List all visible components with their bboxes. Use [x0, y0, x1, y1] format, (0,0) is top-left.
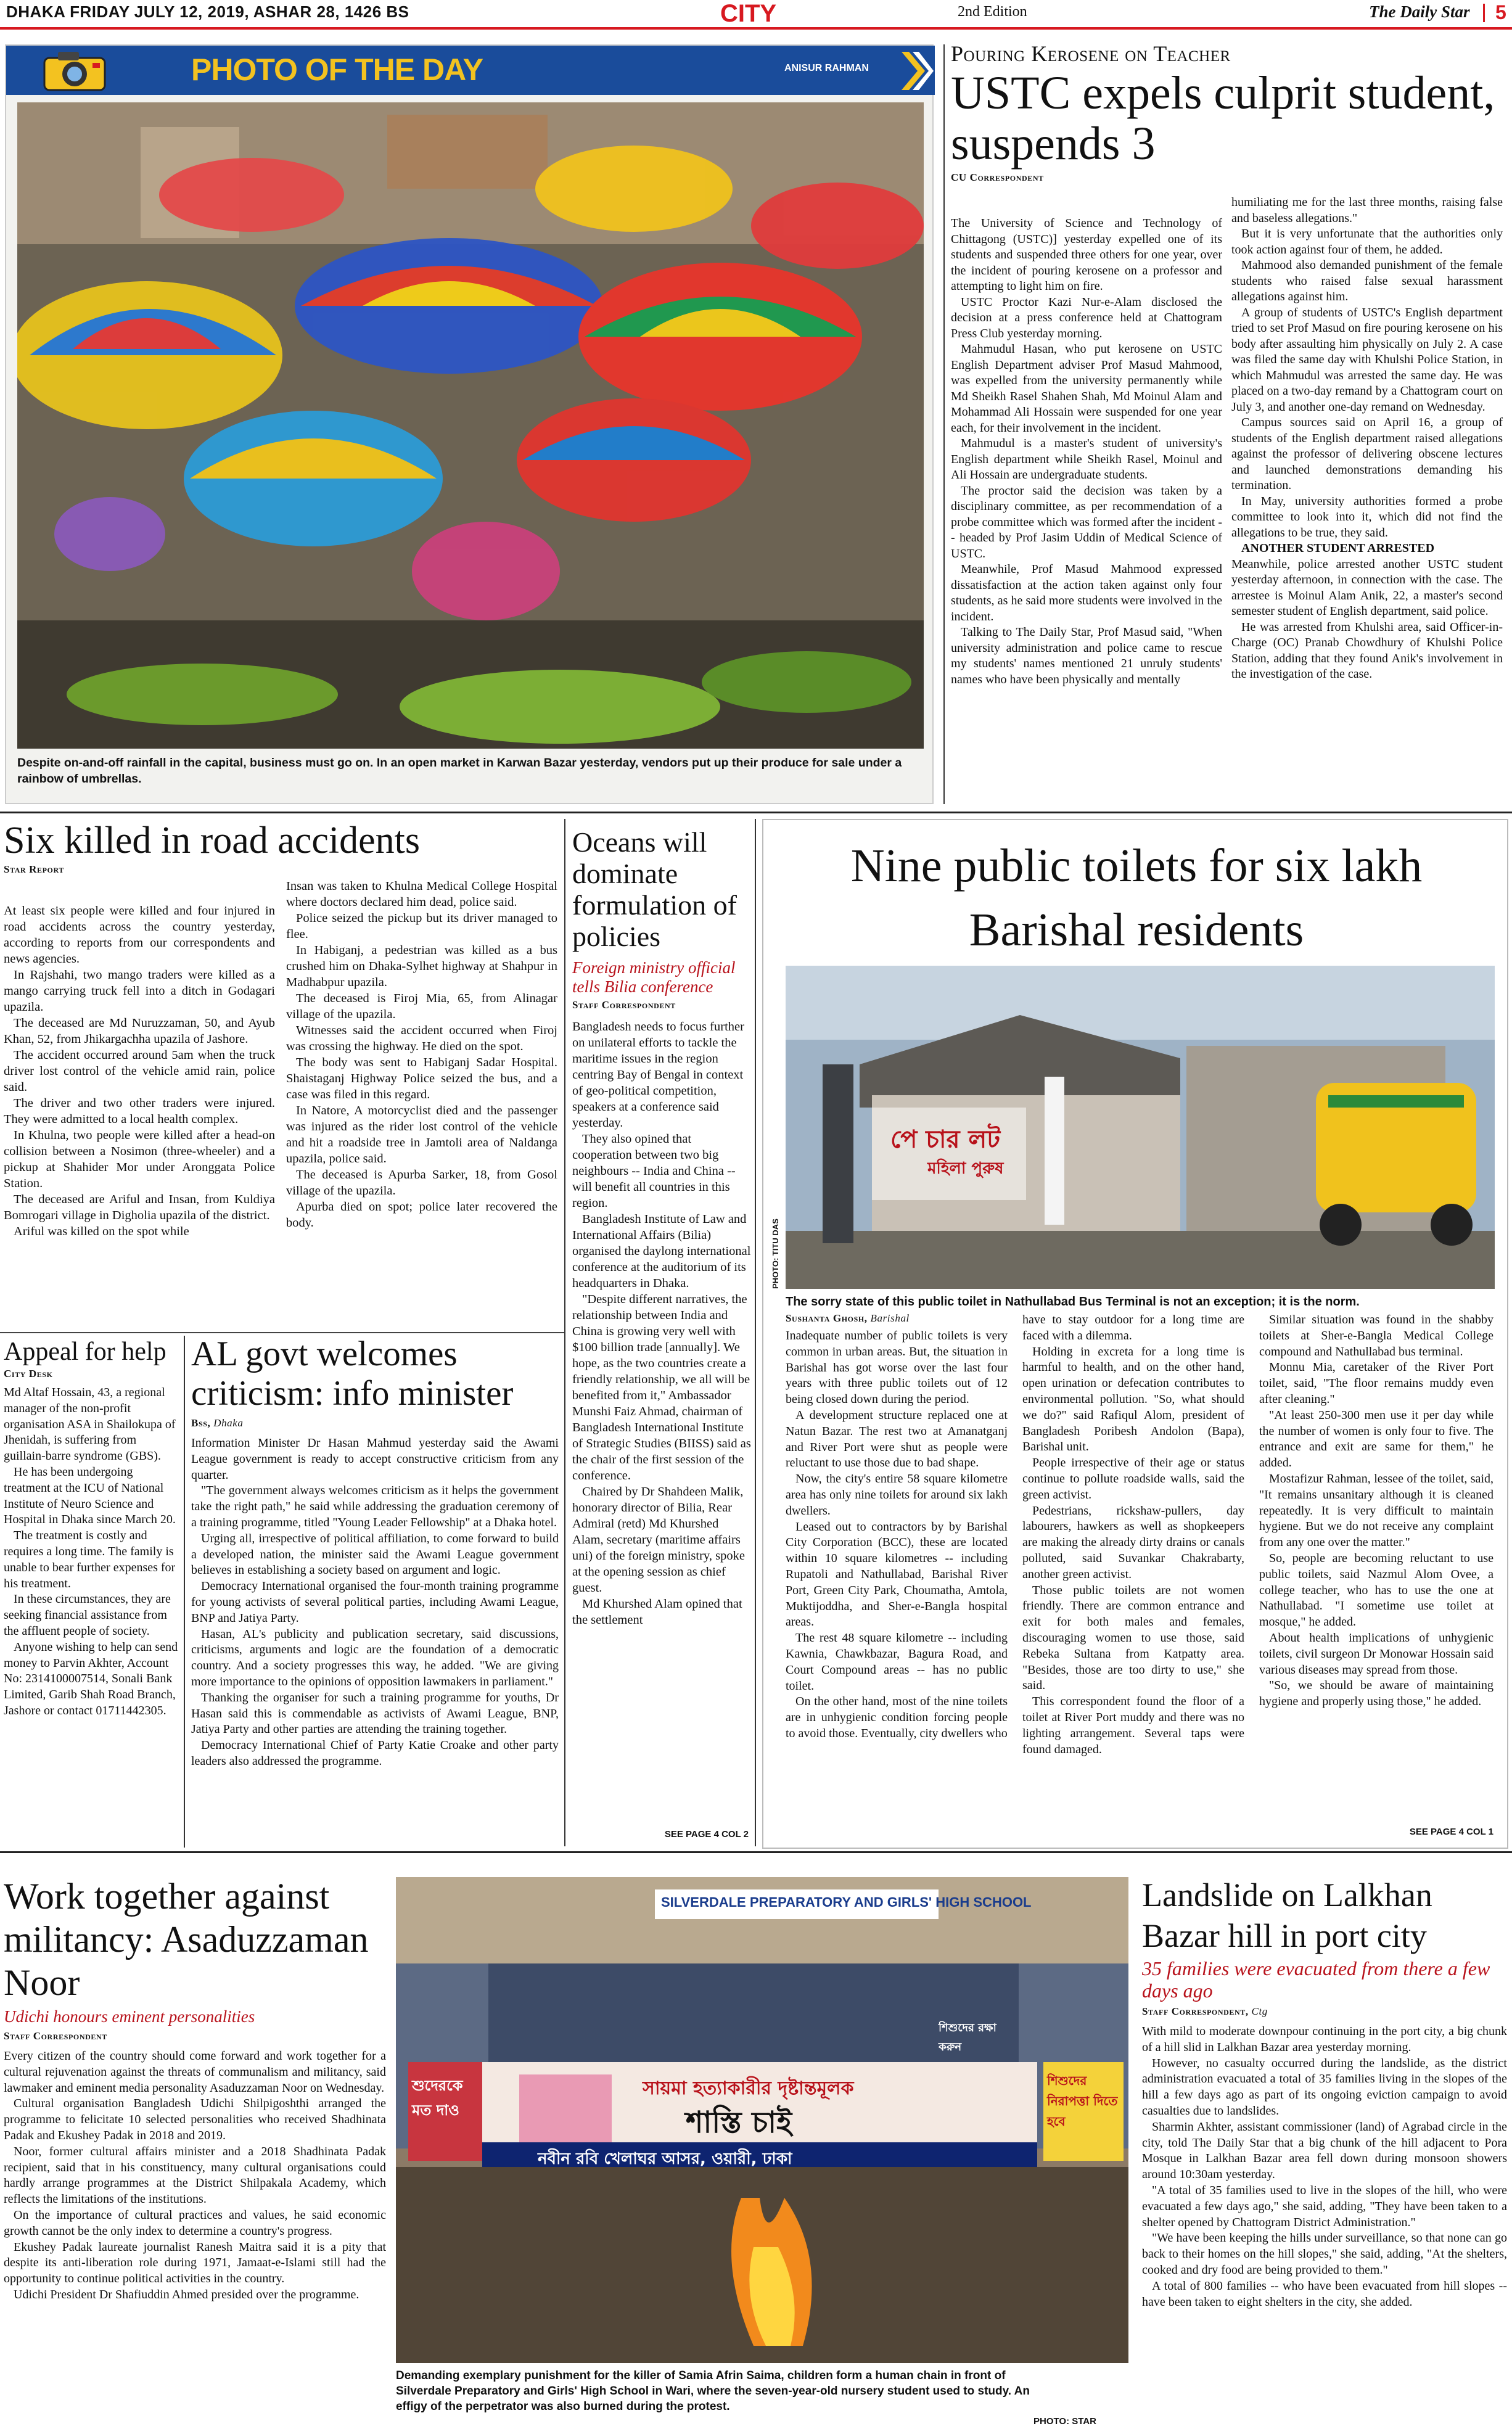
protest-caption: Demanding exemplary punishment for the killer of Samia Afrin Saima, children form a human chain in front of Silverdale Preparatory and Girls' High School in Wari, where the seven-year-old nursery student used to study. An effigy of the perpetrator was also burned during the protest. [396, 2369, 1030, 2413]
al-govt-story [191, 1334, 559, 1849]
landslide-deck: 35 families were evacuated from there a few days ago [1142, 1957, 1490, 2002]
section-rule [0, 1851, 1512, 1853]
oceans-headline: Oceans will dominate formulation of policies [572, 826, 737, 952]
al-byline-agency: Bss, [191, 1417, 211, 1429]
paragraph: "At least 250-300 men use it per day while the number of women is only four to five. The entrance and exit are same for them," he added. [1259, 1408, 1494, 1470]
al-headline: AL govt welcomes criticism: info minister [191, 1334, 514, 1413]
camera-icon [38, 49, 111, 93]
ustc-col2 [1231, 195, 1503, 683]
paragraph: Md Khurshed Alam opined that the settlement [572, 1597, 742, 1627]
paragraph: Holding in excreta for a long time is harmful to health, and on the other hand, open urination or defecation contributes to environmental pollution. "So, what should we do?" said Rafiqul Alom, president of Bangladesh Poribesh Andolon (Bapa), Barishal unit. [1022, 1344, 1244, 1454]
paragraph: "So, we should be aware of maintaining hygiene and properly using those," he added. [1259, 1679, 1494, 1709]
paragraph: But it is very unfortunate that the authorities only took action against four of them, he added. [1231, 227, 1503, 257]
page-number: 5 [1495, 1, 1506, 23]
paragraph: Meanwhile, police arrested another USTC student yesterday afternoon, in connection with the case. The arrestee is Moinul Alam Anik, 22, a master's second semester student of English department, said police. [1231, 557, 1503, 618]
paragraph: Chaired by Dr Shahdeen Malik, honorary director of Bilia, Rear Admiral (retd) Md Khurshed Alam, secretary (maritime affairs uni) of the foreign ministry, spoke at the opening session as chief guest. [572, 1485, 745, 1595]
school-sign: SILVERDALE PREPARATORY AND GIRLS' HIGH SCHOOL [661, 1894, 1032, 1910]
paragraph: Mahmudul Hasan, who put kerosene on USTC English Department adviser Prof Masud Mahmood, was expelled from the university permanently while Md Sheikh Rasel Shahen Shah, Md Moinul Alam and Mohammad Ali Hossain were suspended for one year each, for their involvement in the incident. [951, 342, 1222, 435]
paragraph: Ekushey Padak laureate journalist Ranesh Maitra said it is a pity that despite its anti-liberation role during 1971, Jamaat-e-Islami still had the opportunity to continue political activities in the country. [4, 2240, 386, 2286]
paragraph: Leased out to contractors by by Barishal City Corporation (BCC), these are located within 10 square kilometres -- including Rupatoli and Nathullabad, Barishal River Port, Green City Park, Choumatha, Amtola, Muktijoddha, and Sher-e-Bangla hospital areas. [786, 1519, 1008, 1629]
paragraph: The body was sent to Habiganj Sadar Hospital. Shaistaganj Highway Police seized the bus, and a case was filed in this regard. [286, 1056, 557, 1101]
paragraph: He was arrested from Khulshi area, said Officer-in-Charge (OC) Pranab Chowdhury of Khulshi Police Station, adding that they found Anik's involvement in the investigation of the case. [1231, 620, 1503, 681]
paragraph: This correspondent found the floor of a toilet at River Port muddy and there was no lighting arrangement. Several taps were found damaged. [1022, 1695, 1244, 1756]
protest-credit: PHOTO: STAR [1033, 2416, 1096, 2427]
paragraph: They also opined that cooperation between two big neighbours -- India and China -- will benefit all countries in this region. [572, 1132, 736, 1210]
column-rule [564, 819, 565, 1846]
landslide-body [1142, 2024, 1507, 2310]
paragraph: The deceased is Apurba Sarker, 18, from Gosol village of the upazila. [286, 1168, 557, 1198]
right-placard: শিশুদের নিরাপত্তা দিতে হবে [1047, 2073, 1118, 2129]
masthead-dateline: DHAKA FRIDAY JULY 12, 2019, ASHAR 28, 1426 BS [6, 2, 409, 21]
paragraph: Udichi President Dr Shafiuddin Ahmed presided over the programme. [14, 2287, 360, 2301]
paragraph: Apurba died on spot; police later recovered the body. [286, 1200, 557, 1230]
toilet-photo [786, 966, 1495, 1289]
page-divider [1483, 4, 1485, 22]
toilets-col3 [1259, 1312, 1494, 1710]
masthead-rule [0, 27, 1512, 30]
paragraph: "We have been keeping the hills under surveillance, so that none can go back to their homes on the hill slopes," she said, adding, "At the shelters, cooked and dry food are being provided to them." [1142, 2231, 1507, 2277]
right-placard-2: শিশুদের রক্ষা করুন [939, 2021, 996, 2054]
paragraph: Mostafizur Rahman, lessee of the toilet, said, "It remains unsanitary although it is cleaned repeatedly. It is very difficult to maintain hygiene. But we do not receive any complaint from any one over the matter." [1259, 1471, 1494, 1550]
road-byline: Star Report [4, 863, 64, 875]
paragraph: Hasan, AL's publicity and publication secretary, said discussions, criticisms, arguments and logic are the foundation of a democratic country. And a society progresses this way, he added. "We are giving more importance to the opinions of opposition lawmakers in parliament." [191, 1627, 559, 1688]
column-rule [755, 819, 756, 1846]
paragraph: The proctor said the decision was taken by a disciplinary committee, as per recommendation of a probe committee which was formed after the incident -- headed by Prof Jasim Uddin of Medical Science of USTC. [951, 483, 1222, 561]
paragraph: So, people are becoming reluctant to use public toilets, said Nazmul Alom Ovee, a college teacher, who has to use the one at Nathullabad. "I sometime use toilet at mosque," he added. [1259, 1551, 1494, 1629]
toilets-col2 [1022, 1312, 1244, 1758]
ustc-subhead: ANOTHER STUDENT ARRESTED [1241, 541, 1435, 555]
paragraph: Campus sources said on April 16, a group of students of the English department raised allegations against the professor of delivering obscene lectures and launched demonstrations demanding his termination. [1231, 416, 1503, 492]
ustc-col1 [951, 216, 1222, 688]
paragraph: Every citizen of the country should come forward and work together for a cultural rejuvenation against the threats of communalism and militancy, said lawmaker and eminent media personality Asaduzzaman Noor on Wednesday. [4, 2049, 386, 2095]
paragraph: On the other hand, most of the nine toilets are in unhygienic condition forcing people to avoid those. Eventually, city dwellers who [786, 1695, 1008, 1740]
paragraph: Bangladesh Institute of Law and International Affairs (Bilia) organised the daylong international conference at the auditorium of its headquarters in Dhaka. [572, 1212, 751, 1290]
work-byline: Staff Correspondent [4, 2030, 107, 2042]
paragraph: About health implications of unhygienic toilets, civil surgeon Dr Monowar Hossain said various diseases may spread from those. [1259, 1630, 1494, 1677]
appeal-body [4, 1385, 179, 1719]
oceans-byline: Staff Correspondent [572, 999, 676, 1011]
paragraph: A development structure replaced one at Natun Bazar. The rest two at Amanatganj and River Port were shut as people were reluctant to use those due to bad shape. [786, 1408, 1008, 1470]
section-label: CITY [720, 0, 777, 27]
paragraph: Now, the city's entire 58 square kilometre area has only nine toilets for around six lakh dwellers. [786, 1472, 1008, 1518]
paragraph: have to stay outdoor for a long time are faced with a dilemma. [1022, 1313, 1244, 1342]
arrow-icon [899, 49, 934, 96]
ustc-headline: USTC expels culprit student, suspends 3 [951, 67, 1495, 170]
road-col2 [286, 878, 557, 1231]
paragraph: Insan was taken to Khulna Medical College Hospital where doctors declared him dead, police said. [286, 879, 557, 909]
masthead [0, 0, 1512, 28]
paragraph: Mahmudul is a master's student of university's English department while Sheikh Rasel, Moinul and Ali Hossain are undergraduate students. [951, 437, 1222, 482]
work-together-story [4, 1875, 386, 2430]
toilet-caption: The sorry state of this public toilet in Nathullabad Bus Terminal is not an exception; it is the norm. [786, 1295, 1360, 1309]
edition-label: 2nd Edition [958, 4, 1027, 20]
paragraph: Meanwhile, Prof Masud Mahmood expressed dissatisfaction at the action taken against only four students, as he said more students were involved in the incident. [951, 562, 1222, 623]
paragraph: The deceased are Md Nuruzzaman, 50, and Ayub Khan, 52, from Jhikargachha upazila of Jashore. [4, 1016, 275, 1046]
work-deck: Udichi honours eminent personalities [4, 2007, 255, 2026]
paragraph: Police seized the pickup but its driver managed to flee. [286, 911, 557, 941]
protest-banner-line1: সায়মা হত্যাকারীর দৃষ্টান্তমূলক [643, 2078, 854, 2099]
potd-caption: Despite on-and-off rainfall in the capital, business must go on. In an open market in Karwan Bazar yesterday, vendors put up their produce for sale under a rainbow of umbrellas. [17, 756, 902, 786]
paragraph: Mahmood also demanded punishment of the female students who raised false sexual harassment allegations against him. [1231, 258, 1503, 303]
paragraph: The University of Science and Technology of Chittagong (USTC)] yesterday expelled one of its students and suspended three others for one year, over the incident of pouring kerosene on a professor and attempting to light him on fire. [951, 216, 1222, 293]
paragraph: Those public toilets are not women friendly. There are common entrance and exit for both males and females, discouraging women to use those, said Rebeka Sultana from Katpatty area. "Besides, those are too dirty to use," she said. [1022, 1583, 1244, 1693]
photo-of-the-day [5, 44, 934, 804]
work-body [4, 2049, 386, 2303]
toilets-byline-place: Barishal [870, 1312, 910, 1324]
paragraph: Talking to The Daily Star, Prof Masud said, "When university administration and police came to rescue my students' names mentioned 21 unruly students' names who have been physically and mentally [951, 625, 1222, 686]
paragraph: "A total of 35 families used to live in the slopes of the hill, who were evacuated a few days ago," she said, adding, "They have been taken to a shelter opened by Chattogram District Administration." [1142, 2183, 1507, 2229]
appeal-byline: City Desk [4, 1368, 53, 1379]
potd-banner [6, 46, 935, 95]
section-rule [0, 812, 1512, 813]
appeal-headline: Appeal for help [4, 1338, 166, 1366]
paragraph: The driver and two other traders were injured. They were admitted to a local health complex. [4, 1096, 275, 1126]
toilets-byline-name: Sushanta Ghosh, [786, 1312, 868, 1324]
ustc-byline: CU Correspondent [951, 171, 1044, 183]
paragraph: In Rajshahi, two mango traders were killed as a mango carrying truck fell into a ditch in Godagari upazila. [4, 968, 275, 1014]
market-umbrellas-photo [17, 102, 924, 749]
paragraph: The deceased is Firoj Mia, 65, from Alinagar village of the upazila. [286, 992, 557, 1021]
paragraph: Md Altaf Hossain, 43, a regional manager of the non-profit organisation ASA in Shailokupa of Jhenidah, is suffering from guillain-barre syndrome (GBS). [4, 1386, 176, 1463]
paragraph: Inadequate number of public toilets is very common in urban areas. But, the situation in Barishal has got worse over the last four years with three public toilets out of 12 being closed down during the period. [786, 1329, 1008, 1407]
paragraph: Monnu Mia, caretaker of the River Port toilet, said, "The floor remains muddy even after cleaning." [1259, 1360, 1494, 1406]
paragraph: Thanking the organiser for such a training programme for youths, Dr Hasan said this is commendable as activists of Awami League, BNP, Jatiya Party and other parties are attending the training together. [191, 1690, 559, 1737]
potd-title: PHOTO OF THE DAY [191, 52, 483, 87]
paragraph: On the importance of cultural practices and values, he said economic growth cannot be the only index to determine a country's progress. [4, 2208, 386, 2238]
road-headline: Six killed in road accidents [4, 820, 420, 861]
ustc-story [951, 41, 1506, 805]
paragraph: With mild to moderate downpour continuing in the port city, a big chunk of a hill slid in Lalkhan Bazar area yesterday morning. [1142, 2025, 1507, 2054]
toilet-sign-text: পে চার লট [890, 1125, 1001, 1154]
paragraph: The deceased are Ariful and Insan, from Kuldiya Bomrogari village in Digholia upazila of the district. [4, 1193, 275, 1222]
paragraph: In Khulna, two people were killed after a head-on collision between a Nosimon (three-wheeler) and a pickup at Shahider Mor under Aronggata Police Station. [4, 1129, 275, 1190]
toilets-jump: SEE PAGE 4 COL 1 [1409, 1827, 1494, 1837]
landslide-byline-name: Staff Correspondent, [1142, 2005, 1249, 2017]
paragraph: Bangladesh needs to focus further on unilateral efforts to tackle the maritime issues in the region centring Bay of Bengal in context of geo-political competition, speakers at a conference said yesterday. [572, 1020, 744, 1130]
paragraph: He has been undergoing treatment at the ICU of National Institute of Neuro Science and Hospital in Dhaka since March 20. [4, 1465, 176, 1527]
toilets-story [762, 819, 1508, 1849]
landslide-story [1142, 1875, 1507, 2430]
paragraph: The rest 48 square kilometre -- including Kawnia, Chawkbazar, Bagura Road, and Court Compound areas -- has no public toilet. [786, 1631, 1008, 1693]
paragraph: Information Minister Dr Hasan Mahmud yesterday said the Awami League government is ready to accept constructive criticism from any quarter. [191, 1436, 559, 1482]
paper-name: The Daily Star [1369, 2, 1470, 21]
toilets-headline: Nine public toilets for six lakh Barishal residents [850, 840, 1423, 956]
protest-banner-line3: নবীন রবি খেলাঘর আসর, ওয়ারী, ঢাকা [538, 2150, 792, 2168]
paragraph: A total of 800 families -- who have been evacuated from hill slopes -- have been taken to eight shelters in the city, she added. [1142, 2279, 1507, 2309]
paragraph: Urging all, irrespective of political affiliation, to come forward to build a developed nation, the minister said the Awami League government believes in establishing a society based on argument and logic. [191, 1531, 559, 1577]
section-rule [0, 1332, 564, 1333]
road-accidents-story [4, 819, 559, 1325]
paragraph: Similar situation was found in the shabby toilets at Sher-e-Bangla Medical College compound and Nathullabad bus terminal. [1259, 1313, 1494, 1359]
paragraph: "Despite different narratives, the relationship between India and China is growing very well with $100 billion trade [annually]. We hope, as the two countries create a friendly relationship, we all will be benefited from it," Ambassador Munshi Faiz Ahmad, chairman of Bangladesh International Institute of Strategic Studies (BIISS) said as the chair of the first session of the conference. [572, 1293, 751, 1482]
paragraph: humiliating me for the last three months, raising false and baseless allegations." [1231, 195, 1503, 225]
oceans-body [572, 1019, 751, 1628]
paragraph: Witnesses said the accident occurred when Firoj was crossing the highway. He died on the spot. [286, 1024, 557, 1053]
al-byline-place: Dhaka [213, 1417, 244, 1429]
toilet-photo-credit: PHOTO: TITU DAS [771, 1219, 780, 1289]
protest-photo [396, 1877, 1128, 2363]
toilets-col1 [786, 1328, 1008, 1742]
landslide-headline: Landslide on Lalkhan Bazar hill in port city [1142, 1877, 1432, 1954]
protest-banner-line2: শাস্তি চাই [686, 2105, 792, 2140]
oceans-story [572, 826, 751, 1850]
paragraph: The accident occurred around 5am when the truck driver lost control of the vehicle amid rain, police said. [4, 1048, 275, 1094]
appeal-story [4, 1337, 179, 1849]
al-body [191, 1436, 559, 1770]
paragraph: USTC Proctor Kazi Nur-e-Alam disclosed the decision at a press conference held at Chattogram Press Club yesterday morning. [951, 295, 1222, 340]
oceans-deck: Foreign ministry official tells Bilia conference [572, 958, 736, 996]
paragraph: Pedestrians, rickshaw-pullers, day labourers, hawkers as well as shopkeepers are making the already dirty drains or canals polluted, said Suvankar Chakrabarty, another green activist. [1022, 1503, 1244, 1581]
paragraph: Democracy International organised the four-month training programme for young activists of several political parties, including Awami League, BNP and Jatiya Party. [191, 1579, 559, 1625]
ustc-kicker: Pouring Kerosene on Teacher [951, 41, 1231, 66]
paragraph: In May, university authorities formed a probe committee to look into it, which did not find the allegations to be true, they said. [1231, 494, 1503, 540]
potd-credit: ANISUR RAHMAN [784, 63, 869, 73]
left-placard: শুদেরকে মত দাও [412, 2077, 463, 2119]
paragraph: People irrespective of their age or status continue to pollute roadside walls, said the green activist. [1022, 1456, 1244, 1502]
column-rule [184, 1336, 185, 1848]
column-rule [943, 44, 945, 804]
oceans-jump: SEE PAGE 4 COL 2 [664, 1829, 749, 1840]
paragraph: "The government always welcomes criticism as it helps the government take the right path," he said while addressing the graduation ceremony of a training programme, titled "Young Leader Fellowship" at a Dhaka hotel. [191, 1484, 559, 1529]
landslide-byline-place: Ctg [1251, 2005, 1268, 2017]
paragraph: Ariful was killed on the spot while [14, 1225, 189, 1238]
paragraph: In these circumstances, they are seeking financial assistance from the affluent people of society. [4, 1592, 171, 1638]
paragraph: Democracy International Chief of Party Katie Croake and other party leaders also addressed the programme. [191, 1738, 559, 1768]
paragraph: At least six people were killed and four injured in road accidents across the country yesterday, according to reports from our correspondents and news agencies. [4, 904, 275, 966]
toilet-sign-text-2: মহিলা পুরুষ [927, 1159, 1004, 1178]
paragraph: In Natore, A motorcyclist died and the passenger was injured as the rider lost control of the vehicle and hit a roadside tree in Jamtoli area of Naldanga upazila, police said. [286, 1104, 557, 1166]
paragraph: Anyone wishing to help can send money to Parvin Akhter, Account No: 2314100007514, Sonali Bank Limited, Garib Shah Road Branch, Jashore or contact 01711442305. [4, 1640, 178, 1717]
paragraph: In Habiganj, a pedestrian was killed as a bus crushed him on Dhaka-Sylhet highway at Shahpur in Madhabpur upazila. [286, 944, 557, 989]
work-headline: Work together against militancy: Asaduzzaman Noor [4, 1876, 369, 2003]
toilets-byline [786, 1312, 910, 1325]
paragraph: A group of students of USTC's English department tried to set Prof Masud on fire pouring kerosene on his body after assaulting him physically on July 2. A case was filed the same day with Khulshi Police Station, in which Mahmudul was arrested the same day. He was placed on a two-day remand by a Chattogram court on July 3, and another one-day remand on Wednesday. [1231, 305, 1503, 414]
al-byline [191, 1417, 559, 1429]
road-col1 [4, 903, 275, 1240]
paragraph: Noor, former cultural affairs minister and a 2018 Shadhinata Padak recipient, said that in his constituency, many cultural organisations could hardly arrange programmes at the District Shilpakala Academy, which reflects the limitations of the institutions. [4, 2144, 386, 2206]
paragraph: Sharmin Akhter, assistant commissioner (land) of Agrabad circle in the city, told The Daily Star that a big chunk of the hill adjacent to Pora Mosque in Lalkhan Bazar area fell down during monsoon showers around 10:30am yesterday. [1142, 2119, 1507, 2182]
paragraph: However, no casualty occurred during the landslide, as the district administration evacuated a total of 35 families living in the slopes of the hill a few days ago as part of its ongoing eviction campaign to avoid casualties due to landslides. [1142, 2056, 1507, 2118]
paragraph: Cultural organisation Bangladesh Udichi Shilpigoshthi arranged the programme to felicitate 10 selected personalities who received Shadhinata Padak and Ekushey Padak in 2018 and 2019. [4, 2097, 386, 2142]
protest-photo-block [396, 1877, 1128, 2430]
landslide-byline [1142, 2005, 1507, 2018]
paragraph: The treatment is costly and requires a long time. The family is unable to bear further expenses for his treatment. [4, 1529, 176, 1590]
